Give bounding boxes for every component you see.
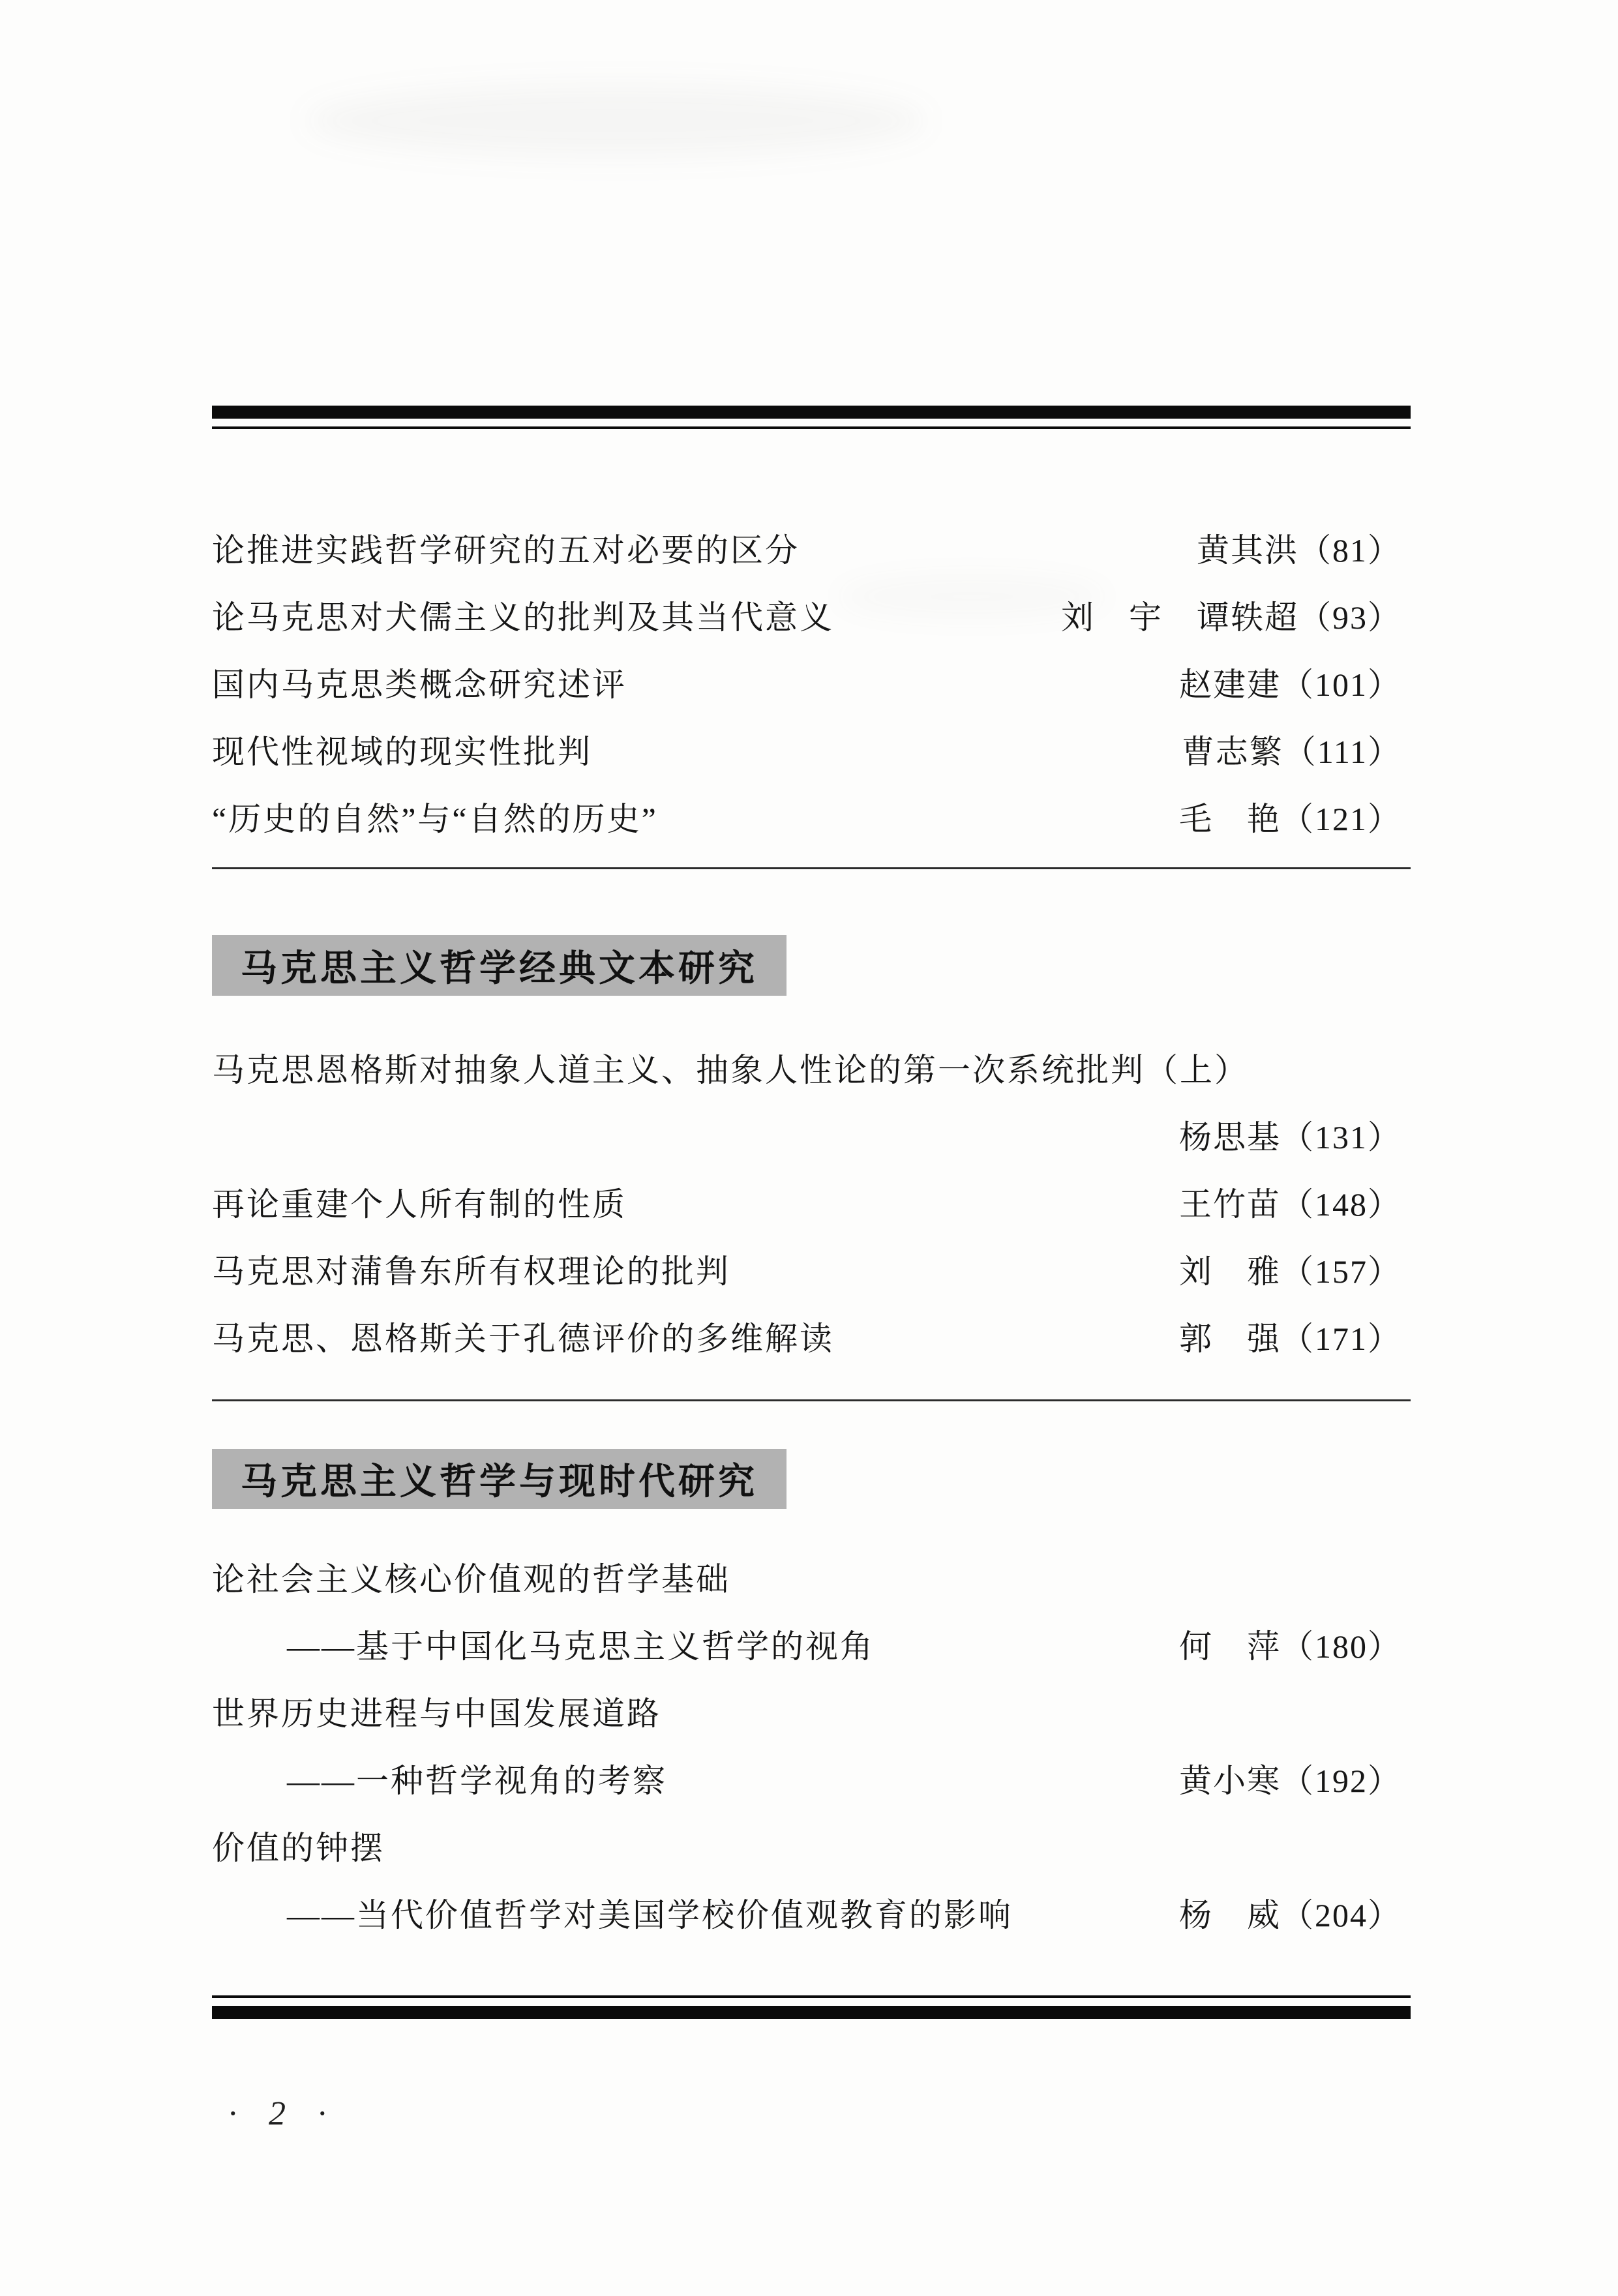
toc-entry [212, 1101, 1411, 1168]
toc-entry [212, 1744, 1411, 1811]
entry-title: 马克思对蒲鲁东所有权理论的批判 [212, 1253, 730, 1290]
entry-subtitle: ——当代价值哲学对美国学校价值观教育的影响 [287, 1896, 1013, 1933]
entry-title: “历史的自然”与“自然的历史” [212, 800, 658, 837]
bottom-rule-thin [212, 1995, 1411, 1998]
entry-author-page: 杨 威（204） [1179, 1896, 1401, 1933]
toc-entry [212, 514, 1411, 581]
scan-artifact [307, 85, 926, 157]
entry-title: 现代性视域的现实性批判 [212, 733, 592, 770]
entry-title: 马克思恩格斯对抽象人道主义、抽象人性论的第一次系统批判（上） [212, 1051, 1249, 1088]
toc-section-3 [212, 1543, 1411, 1946]
entry-author-page: 何 萍（180） [1179, 1628, 1401, 1665]
entry-title: 论社会主义核心价值观的哲学基础 [212, 1560, 730, 1598]
bottom-rule-thick [212, 2006, 1411, 2019]
entry-author-page: 刘 宇 谭轶超（93） [1061, 599, 1401, 636]
top-rule-thin [212, 426, 1411, 429]
entry-title: 价值的钟摆 [212, 1829, 385, 1866]
section-header-modern-era [212, 1449, 787, 1509]
section-divider [212, 867, 1411, 869]
entry-author-page: 毛 艳（121） [1179, 800, 1401, 837]
toc-entry [212, 1168, 1411, 1235]
toc-entry [212, 1677, 1411, 1744]
toc-entry [212, 1034, 1411, 1101]
toc-entry [212, 1610, 1411, 1677]
entry-author-page: 王竹苗（148） [1179, 1185, 1401, 1223]
toc-entry [212, 1811, 1411, 1879]
toc-entry [212, 715, 1411, 783]
entry-author-page: 赵建建（101） [1179, 666, 1401, 703]
section-header-label: 马克思主义哲学经典文本研究 [241, 947, 758, 989]
entry-title: 世界历史进程与中国发展道路 [212, 1695, 661, 1732]
toc-entry [212, 783, 1411, 850]
section-header-label: 马克思主义哲学与现时代研究 [241, 1461, 758, 1502]
section-divider [212, 1399, 1411, 1401]
entry-title: 论推进实践哲学研究的五对必要的区分 [212, 531, 800, 569]
entry-author-page: 黄小寒（192） [1179, 1762, 1401, 1799]
entry-author-page: 刘 雅（157） [1179, 1253, 1401, 1290]
entry-subtitle: ——基于中国化马克思主义哲学的视角 [287, 1628, 875, 1665]
entry-author-page: 黄其洪（81） [1197, 531, 1401, 569]
entry-subtitle: ——一种哲学视角的考察 [287, 1762, 667, 1799]
entry-title: 国内马克思类概念研究述评 [212, 666, 627, 703]
toc-entry [212, 1302, 1411, 1369]
toc-entry [212, 1543, 1411, 1610]
top-rule-thick [212, 406, 1411, 419]
toc-section-2 [212, 1034, 1411, 1369]
entry-author-page: 曹志繁（111） [1181, 733, 1401, 770]
entry-title: 马克思、恩格斯关于孔德评价的多维解读 [212, 1320, 834, 1357]
entry-author-page: 杨思基（131） [1179, 1118, 1401, 1155]
toc-entry [212, 1235, 1411, 1302]
section-header-classic-texts [212, 935, 787, 996]
entry-title: 再论重建个人所有制的性质 [212, 1185, 627, 1223]
toc-entry [212, 648, 1411, 715]
page-number: · 2 · [228, 2095, 338, 2132]
entry-title: 论马克思对犬儒主义的批判及其当代意义 [212, 599, 834, 636]
entry-author-page: 郭 强（171） [1179, 1320, 1401, 1357]
toc-section-1 [212, 514, 1411, 850]
toc-entry [212, 581, 1411, 648]
toc-entry [212, 1879, 1411, 1946]
